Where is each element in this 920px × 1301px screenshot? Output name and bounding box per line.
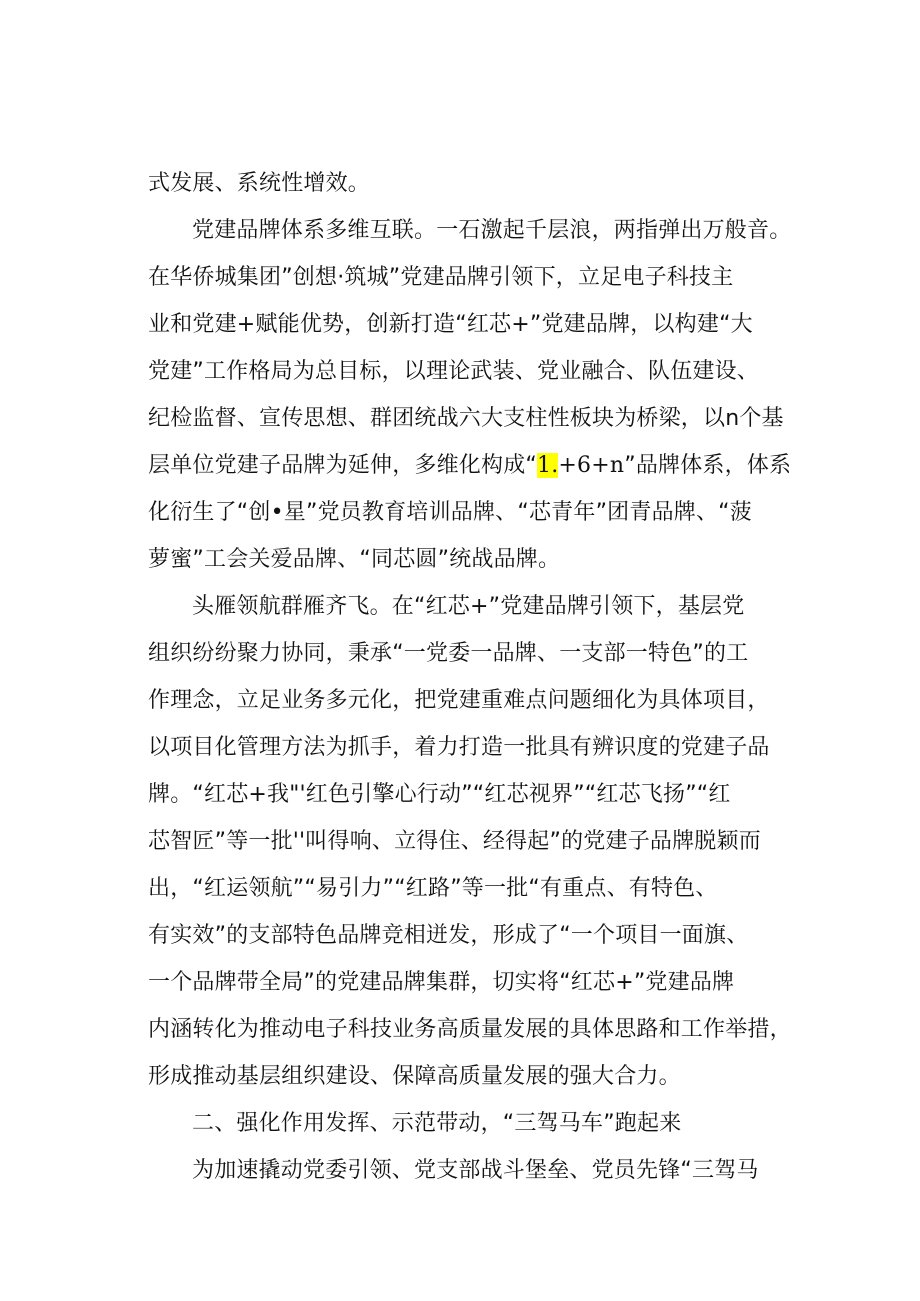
paragraph-line: 作理念，立足业务多元化，把党建重难点问题细化为具体项目， — [148, 688, 770, 713]
paragraph-line-highlighted — [148, 442, 818, 489]
paragraph-line: 在华侨城集团”创想·筑城”党建品牌引领下，立足电子科技主 — [148, 265, 734, 290]
paragraph-line: 出，“红运领航”“易引力”“红路”等一批“有重点、有特色、 — [148, 876, 718, 901]
paragraph-line: 式发展、系统性增效。 — [148, 171, 371, 196]
paragraph-line: 化衍生了“创•星”党员教育培训品牌、“芯青年”团青品牌、“菠 — [148, 500, 752, 525]
paragraph-line: 以项目化管理方法为抓手，着力打造一批具有辨识度的党建子品 — [148, 735, 770, 760]
paragraph-line: 形成推动基层组织建设、保障高质量发展的强大合力。 — [148, 1064, 681, 1089]
text-segment-latin: +6+n — [558, 453, 625, 478]
paragraph-line: 组织纷纷聚力协同，秉承“一党委一品牌、一支部一特色”的工 — [148, 641, 749, 666]
paragraph-line: 一个品牌带全局”的党建品牌集群，切实将“红芯+”党建品牌 — [148, 970, 735, 995]
paragraph-line: 业和党建+赋能优势，创新打造“红芯+”党建品牌，以构建“大 — [148, 312, 753, 337]
section-heading: 二、强化作用发挥、示范带动，“三驾马车”跑起来 — [192, 1111, 682, 1136]
highlighted-text: 1. — [537, 453, 559, 478]
paragraph-line: 为加速撬动党委引领、党支部战斗堡垒、党员先锋“三驾马 — [192, 1158, 759, 1183]
paragraph-line: 党建品牌体系多维互联。一石激起千层浪，两指弹出万般音。 — [192, 218, 792, 243]
paragraph-line: 纪检监督、宣传思想、群团统战六大支柱性板块为桥梁，以n个基 — [148, 406, 784, 431]
paragraph-line: 内涵转化为推动电子科技业务高质量发展的具体思路和工作举措， — [148, 1017, 792, 1042]
paragraph-line: 芯智匠”等一批''叫得响、立得住、经得起”的党建子品牌脱颖而 — [148, 829, 761, 854]
body-text — [148, 160, 818, 1194]
paragraph-line: 头雁领航群雁齐飞。在“红芯+”党建品牌引领下，基层党 — [192, 594, 745, 619]
text-segment: 层单位党建子品牌为延伸，多维化构成“ — [148, 453, 537, 478]
paragraph-line: 萝蜜”工会关爱品牌、“同芯圆”统战品牌。 — [148, 547, 561, 572]
paragraph-line: 有实效”的支部特色品牌竞相迸发，形成了“一个项目一面旗、 — [148, 923, 749, 948]
text-segment: ”品牌体系，体系 — [624, 453, 792, 478]
paragraph-line: 党建”工作格局为总目标，以理论武装、党业融合、队伍建设、 — [148, 359, 759, 384]
paragraph-line: 牌。“红芯+我"'红色引擎心行动”“红芯视界”“红芯飞扬”“红 — [148, 782, 731, 807]
